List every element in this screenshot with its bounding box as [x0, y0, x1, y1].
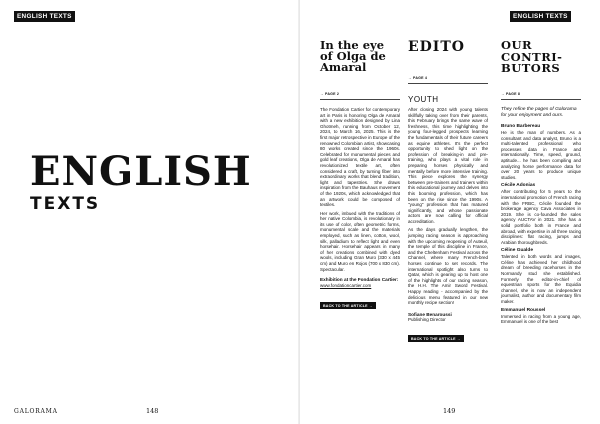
title-line-2: TEXTS	[30, 194, 101, 214]
edito-subtitle: YOUTH	[408, 95, 439, 104]
contributor-entry	[501, 124, 581, 180]
magazine-logo: GALORAMA	[14, 408, 58, 415]
contributor-bio: He is the man of numbers. As a consultant and data analyst, Bruno is a multi-talented professional who processes data in France and internationally. Time, speed, ground, aptitude... he has been compiling and analyzing horse performance data for over 20 years to produce unique studies.	[501, 130, 581, 180]
exhibition-label: Exhibition at the Fondation Cartier:	[320, 277, 399, 283]
article-paragraph: Her work, imbued with the traditions of her native Colombia, is revolutionary in its use of color, often geometric forms, monumental scale and the materials employed, such as linen, cotton, wool, silk, palladium to reflect light and even horsehair. Horsehair appears in many of her creations combined with dyed wools, including Gran Muro (330 x 445 cm) and Muro en Rojos (700 x 830 cm). Spectacular.	[320, 210, 400, 272]
contributor-entry	[501, 308, 581, 325]
page-reference[interactable]: → PAGE 4	[408, 76, 428, 80]
title-line-1: ENGLISH	[30, 148, 252, 195]
column-title-contributors	[501, 40, 581, 92]
exhibition-link[interactable]: www.fondationcartier.com	[320, 282, 372, 288]
contributor-bio: Immersed in racing from a young age, Emmanuel is one of the best	[501, 313, 581, 325]
contributors-title-line-1: OUR	[501, 38, 533, 52]
contributor-bio: Talented in both words and images, Céline has achieved her childhood dream of breeding racehorses in the Normandy stud she established. Formerly the editor-in-chief of equestrian sports for the Equidia channel, she is now an independent journalist, author and documentary film maker.	[501, 254, 581, 305]
divider	[320, 99, 400, 100]
right-page	[300, 0, 600, 424]
page-title	[30, 148, 252, 214]
contributors-title-line-3: BUTORS	[501, 61, 561, 75]
divider	[501, 99, 581, 100]
contributor-entry	[501, 183, 581, 245]
contributor-name: Emmanuel Roussel	[501, 307, 546, 313]
column-edito	[408, 40, 488, 345]
contributor-name: Céline Gualde	[501, 248, 533, 254]
article-paragraph: The Fondation Cartier for contemporary art in Paris is honoring Olga de Amaral with a new exhibition designed by Lina Ghotmeh, running from October 12, 2024, to March 16, 2025. This is the first major retrospective in Europe of the renowned Colombian artist, showcasing 80 works created since the 1960s. Celebrated for monumental pieces and gold leaf creations, Olga de Amaral has revolutionized textile art, often considered a craft, by turning fiber into extraordinary works that blend tradition, light and tapestries. She draws inspiration from the Bauhaus movement of the 1920s, which acknowledged that an artwork could be composed of textiles.	[320, 107, 400, 208]
contributor-name: Bruno Barbereau	[501, 124, 541, 129]
edito-paragraph: After closing 2024 with young talents skillfully taking over from their parents, this February brings the same wave of freshness, this time highlighting the young four-legged prospects learning the fundamentals of their future careers as equine athletes. It's the perfect opportunity to shed light on the profession of breaking-in and pre-training, who plays a vital role in preparing horses physically and mentally before more intensive training. This piece explores the synergy between pre-trainers and trainers within this educational journey and delves into this booming profession, which has been on the rise since the 1990s. A "young" profession that has matured significantly, and whose passionate actors are now calling for official accreditation.	[408, 107, 488, 224]
divider	[408, 83, 488, 84]
edito-paragraph: As the days gradually lengthen, the jumping racing season is approaching with the upcoming reopening of Auteuil, the temple of this discipline in France, and the Cheltenham Festival across the Channel, where many French-bred horses continue to set records. The international spotlight also turns to Qatar, which is gearing up to host one of the highlights of our racing season, the H.H. The Amir Sword Festival. Happy reading - accompanied by the delicious menu featured in our new monthly recipe section!	[408, 227, 488, 306]
column-contributors	[501, 40, 581, 328]
page-number-right: 149	[443, 407, 456, 415]
column-title-edito: EDITO	[408, 39, 465, 55]
contributor-name: Cécile Adonias	[501, 183, 536, 189]
contributors-intro: They refine the pages of Galorama for your enjoyment and ours.	[501, 107, 577, 118]
page-reference[interactable]: → PAGE 8	[501, 92, 521, 96]
back-to-article-button[interactable]: BACK TO THE ARTICLE →	[408, 335, 464, 342]
section-tag-right: ENGLISH TEXTS	[510, 11, 571, 22]
column-title-olga: In the eye of Olga de Amaral	[320, 38, 386, 74]
page-reference[interactable]: → PAGE 2	[320, 92, 340, 96]
contributors-title-line-2: CONTRI-	[501, 49, 563, 64]
column-olga-de-amaral	[320, 40, 400, 312]
back-to-article-button[interactable]: BACK TO THE ARTICLE →	[320, 302, 376, 309]
page-number-left: 148	[146, 407, 159, 415]
section-tag: ENGLISH TEXTS	[14, 11, 75, 22]
contributor-entry	[501, 248, 581, 304]
signature-name: Sofiane Benaroussi	[408, 311, 452, 317]
signature-role: Publishing Director	[408, 317, 446, 323]
contributor-bio: After contributing for 5 years to the international promotion of French racing with the FRBC, Cécile founded the brokerage agency Cava Associates in 2019. She is co-founded the sales agency AUCTAV in 2021. She has a solid portfolio both in France and abroad, with expertise in all three racing disciplines: flat racing, jumps and Arabian thoroughbreds.	[501, 189, 581, 245]
